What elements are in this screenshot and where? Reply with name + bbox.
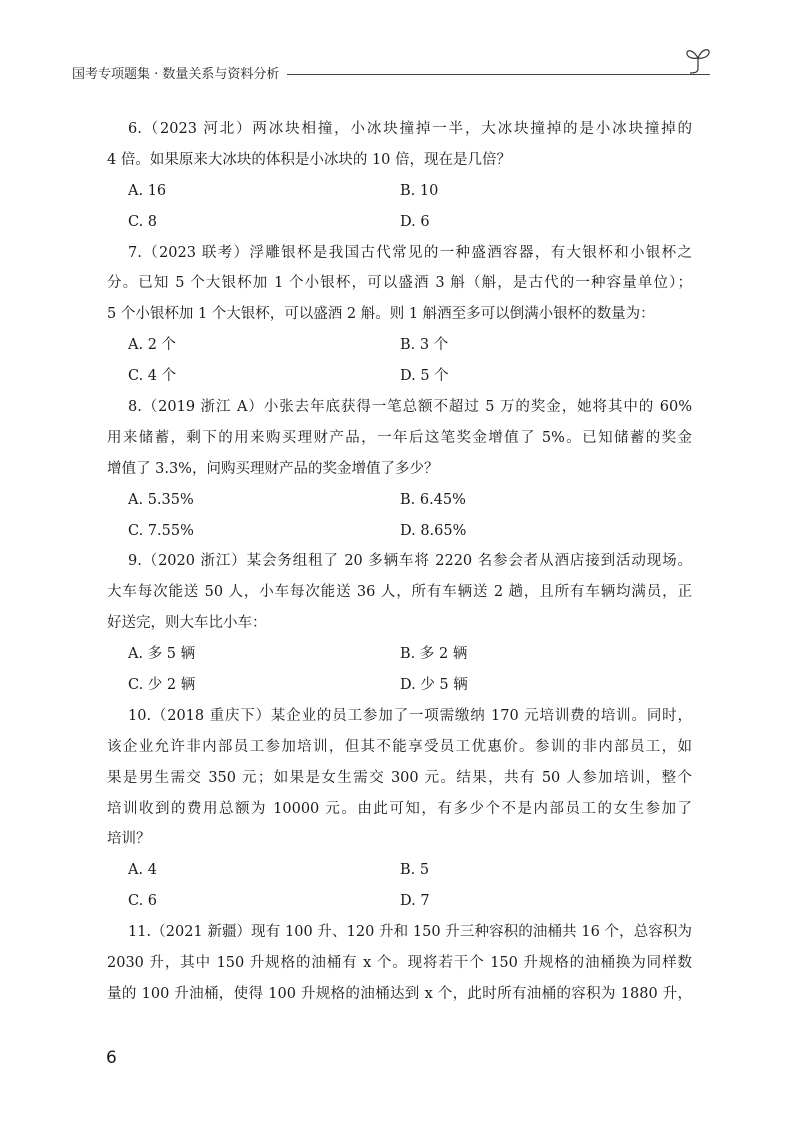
options-row <box>107 330 692 361</box>
question <box>107 546 692 700</box>
question-text-line: 6.（2023 河北）两冰块相撞，小冰块撞掉一半，大冰块撞掉的是小冰块撞掉的 <box>128 121 692 137</box>
question <box>107 917 692 1010</box>
question-text-line: 培训？ <box>107 831 151 848</box>
question <box>107 701 692 917</box>
page-number: 6 <box>106 1048 117 1068</box>
answer-option: D. 5 个 <box>400 368 449 385</box>
answer-option: B. 3 个 <box>400 337 449 354</box>
answer-option: A. 多 5 辆 <box>128 646 196 663</box>
question-text-line: 2030 升，其中 150 升规格的油桶有 x 个。现将若干个 150 升规格的油桶换为同样数 <box>107 955 692 972</box>
answer-option: A. 4 <box>128 862 157 879</box>
options-row <box>107 485 692 516</box>
answer-option: D. 8.65% <box>400 522 467 539</box>
answer-option: A. 16 <box>128 182 167 199</box>
answer-option: B. 6.45% <box>400 491 466 508</box>
options-row <box>107 886 692 917</box>
question-text-line: 8.（2019 浙江 A）小张去年底获得一笔总额不超过 5 万的奖金，她将其中的 60% <box>128 399 692 416</box>
options-row <box>107 516 692 547</box>
answer-option: A. 5.35% <box>128 491 194 508</box>
question-text-line: 4 倍。如果原来大冰块的体积是小冰块的 10 倍，现在是几倍？ <box>107 151 512 168</box>
question <box>107 238 692 392</box>
options-row <box>107 855 692 886</box>
options-row <box>107 639 692 670</box>
answer-option: B. 10 <box>400 182 439 199</box>
options-row <box>107 207 692 238</box>
question-text-line: 5 个小银杯加 1 个大银杯，可以盛酒 2 斛。则 1 斛酒至多可以倒满小银杯的数量为： <box>107 306 655 323</box>
answer-option: B. 5 <box>400 862 430 879</box>
question-text-line: 7.（2023 联考）浮雕银杯是我国古代常见的一种盛酒容器，有大银杯和小银杯之 <box>128 244 692 261</box>
question-text-line: 9.（2020 浙江）某会务组租了 20 多辆车将 2220 名参会者从酒店接到活动现场。 <box>128 553 692 570</box>
question-text-line: 好送完，则大车比小车： <box>107 615 267 632</box>
options-row <box>107 670 692 701</box>
answer-option: C. 6 <box>128 893 158 910</box>
answer-option: C. 7.55% <box>128 522 194 539</box>
question-text-line: 大车每次能送 50 人，小车每次能送 36 人，所有车辆送 2 趟，且所有车辆均满员，正 <box>107 584 692 601</box>
question-text-line: 10.（2018 重庆下）某企业的员工参加了一项需缴纳 170 元培训费的培训。同时， <box>128 707 692 724</box>
question-text-line: 用来储蓄，剩下的用来购买理财产品，一年后这笔奖金增值了 5%。已知储蓄的奖金 <box>107 429 692 446</box>
options-row <box>107 176 692 207</box>
question-text-line: 培训收到的费用总额为 10000 元。由此可知，有多少个不是内部员工的女生参加了 <box>107 800 692 817</box>
question-text-line: 分。已知 5 个大银杯加 1 个小银杯，可以盛酒 3 斛（斛，是古代的一种容量单位）； <box>107 275 692 292</box>
question-text-line: 11.（2021 新疆）现有 100 升、120 升和 150 升三种容积的油桶共 16 个，总容积为 <box>128 924 692 941</box>
question-text-line: 该企业允许非内部员工参加培训，但其不能享受员工优惠价。参训的非内部员工，如 <box>107 738 692 755</box>
question-text-line: 果是男生需交 350 元；如果是女生需交 300 元。结果，共有 50 人参加培训，整个 <box>107 769 692 786</box>
answer-option: D. 少 5 辆 <box>400 677 468 694</box>
answer-option: C. 8 <box>128 213 158 230</box>
question <box>107 114 692 238</box>
answer-option: C. 4 个 <box>128 368 177 385</box>
header-rule <box>287 74 710 75</box>
options-row <box>107 361 692 392</box>
question-text-line: 量的 100 升油桶，使得 100 升规格的油桶达到 x 个，此时所有油桶的容积为 1880 升， <box>107 985 692 1002</box>
page-content <box>107 114 692 1010</box>
answer-option: B. 多 2 辆 <box>400 646 468 663</box>
answer-option: A. 2 个 <box>128 337 177 354</box>
question <box>107 392 692 546</box>
question-text-line: 增值了 3.3%，问购买理财产品的奖金增值了多少？ <box>107 460 439 477</box>
running-header <box>72 60 710 84</box>
answer-option: D. 7 <box>400 893 430 910</box>
sprout-icon <box>684 44 712 78</box>
answer-option: D. 6 <box>400 213 430 230</box>
answer-option: C. 少 2 辆 <box>128 677 196 694</box>
header-title: 国考专项题集 · 数量关系与资料分析 <box>72 66 280 82</box>
